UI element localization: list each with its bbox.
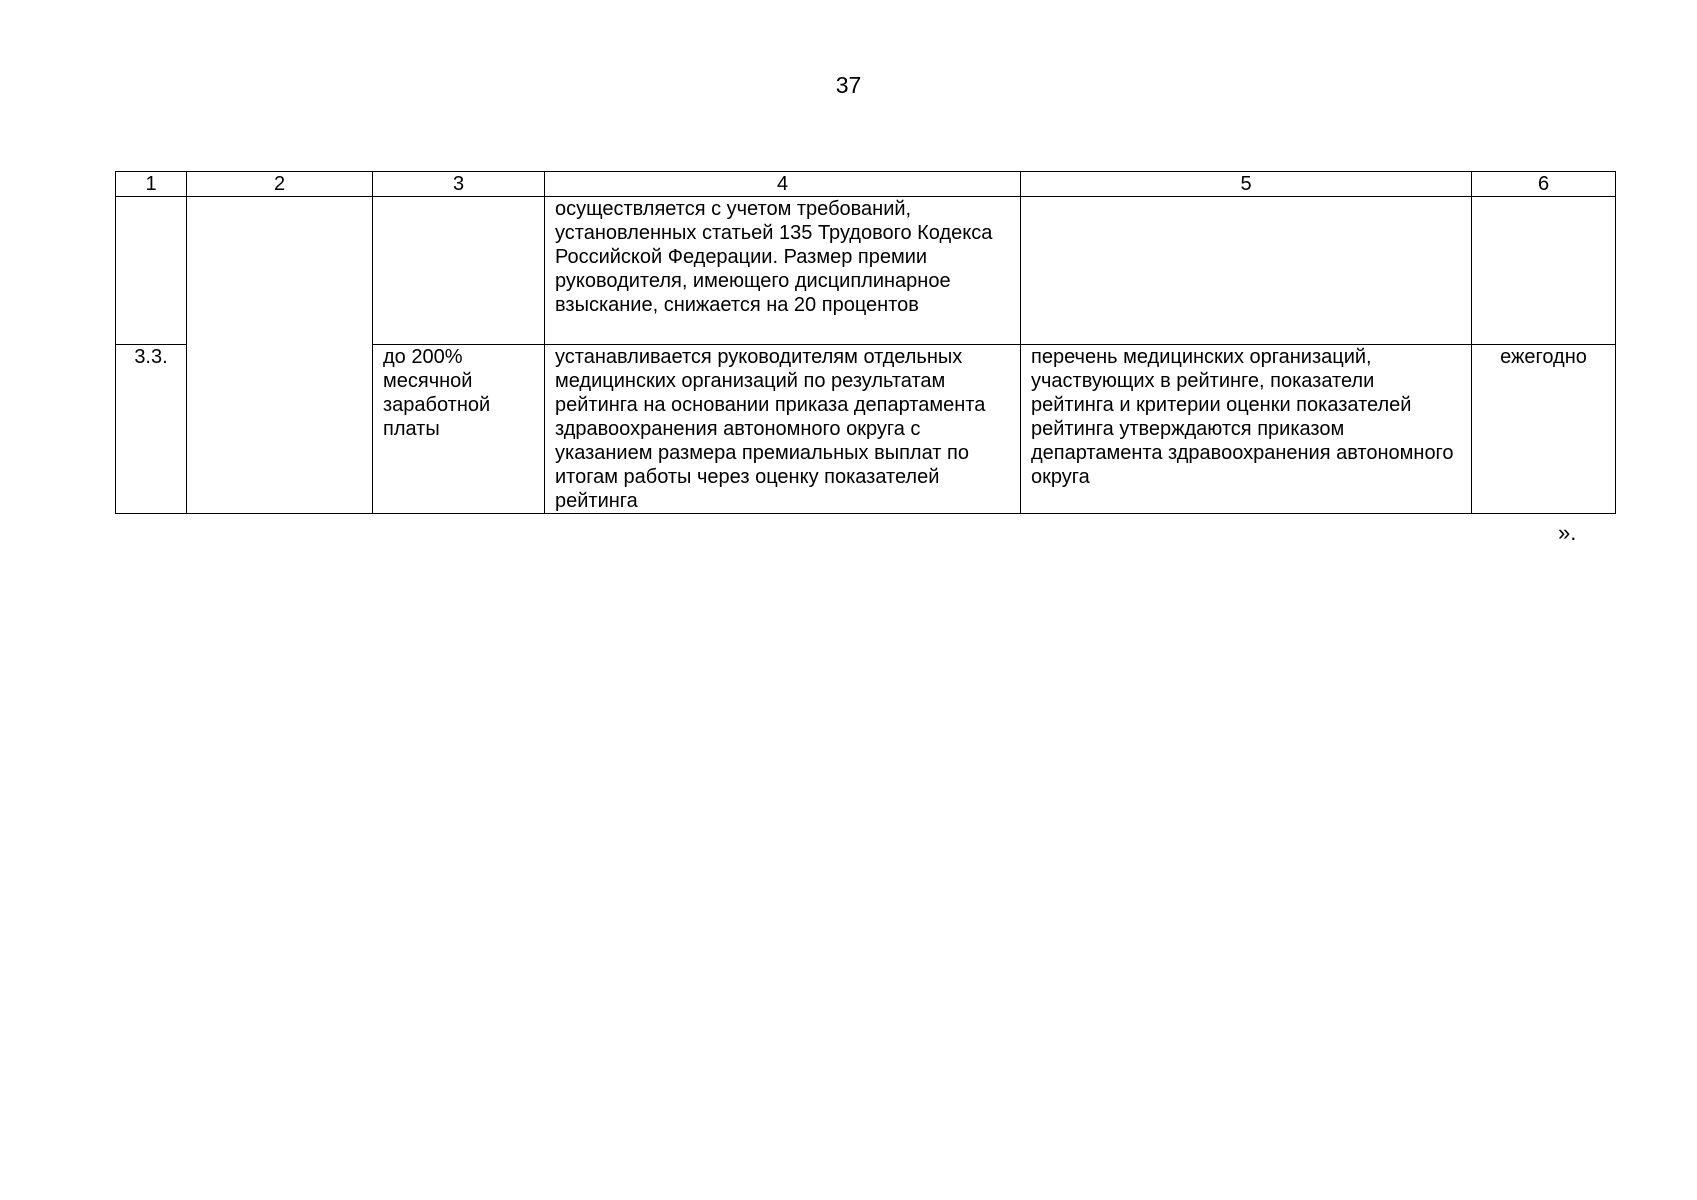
frequency-cell (1472, 197, 1616, 345)
description-cell: устанавливается руководителям отдельных медицинских организаций по результатам рейтинга на основании приказа департамента здравоохранения автономного округа с указанием размера премиальных выплат по итогам работы через оценку показателей рейтинга (545, 345, 1021, 514)
description-cell: осуществляется с учетом требований, установленных статьей 135 Трудового Кодекса Российской Федерации. Размер премии руководителя, имеющего дисциплинарное взыскание, снижается на 20 процентов (545, 197, 1021, 345)
row-number-cell: 3.3. (116, 345, 187, 514)
header-cell-1: 1 (116, 172, 187, 197)
merged-cell-col2 (187, 197, 373, 514)
amount-cell (373, 197, 545, 345)
header-cell-5: 5 (1021, 172, 1472, 197)
header-cell-4: 4 (545, 172, 1021, 197)
header-cell-3: 3 (373, 172, 545, 197)
row-number-cell (116, 197, 187, 345)
header-cell-6: 6 (1472, 172, 1616, 197)
closing-quote-mark: ». (1558, 520, 1577, 545)
table-header-row (116, 172, 1616, 197)
criteria-cell (1021, 197, 1472, 345)
header-cell-2: 2 (187, 172, 373, 197)
table-row (116, 197, 1616, 345)
amount-cell: до 200% месячной заработной платы (373, 345, 545, 514)
premium-table (115, 171, 1616, 514)
page-number: 37 (835, 72, 862, 98)
criteria-cell: перечень медицинских организаций, участвующих в рейтинге, показатели рейтинга и критерии оценки показателей рейтинга утверждаются приказом департамента здравоохранения автономного округа (1021, 345, 1472, 514)
frequency-cell: ежегодно (1472, 345, 1616, 514)
